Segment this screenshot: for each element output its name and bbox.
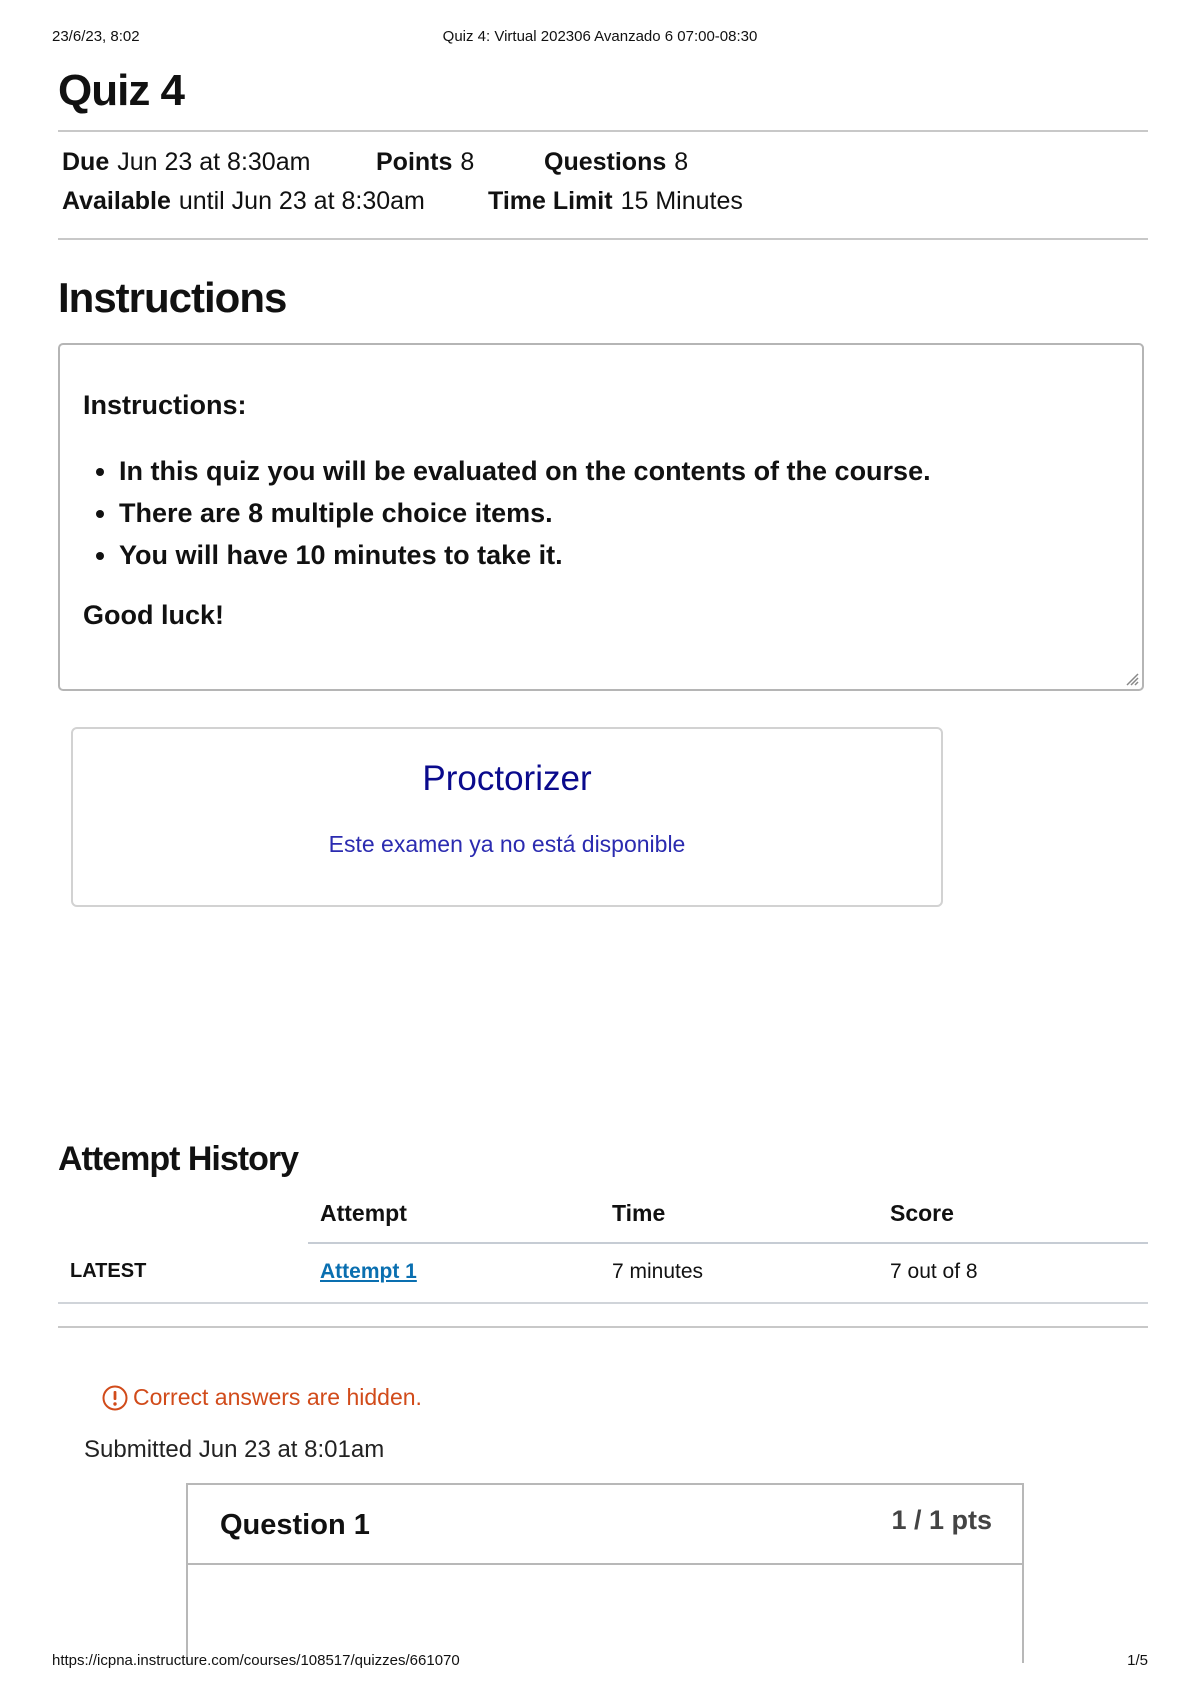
- submitted-timestamp: Submitted Jun 23 at 8:01am: [84, 1436, 385, 1463]
- column-header-time: Time: [612, 1200, 666, 1226]
- attempt-link[interactable]: Attempt 1: [320, 1260, 417, 1283]
- due-field: [62, 148, 310, 177]
- proctorizer-box: [71, 727, 943, 907]
- available-label: Available: [62, 187, 171, 215]
- due-value: Jun 23 at 8:30am: [117, 148, 311, 176]
- instructions-closing: Good luck!: [83, 600, 224, 630]
- proctorizer-message: Este examen ya no está disponible: [328, 831, 686, 857]
- attempt-score: 7 out of 8: [890, 1260, 978, 1283]
- quiz-content: [58, 60, 1148, 1541]
- divider: [58, 1326, 1148, 1328]
- correct-answers-hidden-notice: [102, 1384, 422, 1411]
- questions-field: [544, 148, 688, 177]
- instructions-list: [83, 450, 931, 576]
- resize-handle-icon[interactable]: [1125, 672, 1139, 686]
- questions-label: Questions: [544, 148, 667, 176]
- time-limit-label: Time Limit: [488, 187, 613, 215]
- latest-label: LATEST: [70, 1260, 147, 1282]
- time-limit-field: [488, 187, 743, 216]
- proctorizer-title: Proctorizer: [422, 759, 592, 798]
- header-divider: [308, 1242, 1148, 1244]
- quiz-meta: [58, 132, 1148, 238]
- row-divider: [58, 1302, 1148, 1304]
- hidden-note-text: Correct answers are hidden.: [133, 1384, 422, 1410]
- warning-icon: [102, 1385, 128, 1411]
- print-doc-title: Quiz 4: Virtual 202306 Avanzado 6 07:00-08:30: [442, 28, 758, 45]
- points-value: 8: [460, 148, 475, 176]
- column-header-score: Score: [890, 1200, 954, 1226]
- question-points: 1 / 1 pts: [891, 1505, 992, 1535]
- list-item: • You will have 10 minutes to take it.: [119, 534, 931, 576]
- instructions-heading: Instructions:: [83, 390, 247, 420]
- print-footer: [52, 1652, 1148, 1672]
- list-item: • In this quiz you will be evaluated on the contents of the course.: [119, 450, 931, 492]
- due-label: Due: [62, 148, 110, 176]
- question-card: [186, 1483, 1024, 1663]
- attempt-time: 7 minutes: [612, 1260, 704, 1283]
- list-item: • There are 8 multiple choice items.: [119, 492, 931, 534]
- time-limit-value: 15 Minutes: [620, 187, 743, 215]
- points-label: Points: [376, 148, 453, 176]
- print-header: [52, 28, 1148, 48]
- divider: [58, 238, 1148, 240]
- instructions-box[interactable]: [58, 343, 1144, 691]
- available-value: until Jun 23 at 8:30am: [178, 187, 425, 215]
- print-page-number: 1/5: [1127, 1652, 1148, 1669]
- instructions-section-title: Instructions: [58, 274, 287, 321]
- page-title: Quiz 4: [58, 66, 185, 115]
- available-field: [62, 187, 425, 216]
- print-url: https://icpna.instructure.com/courses/108517/quizzes/661070: [52, 1652, 460, 1669]
- print-date: 23/6/23, 8:02: [52, 28, 140, 45]
- questions-value: 8: [674, 148, 689, 176]
- question-title: Question 1: [220, 1509, 370, 1541]
- attempt-history-title: Attempt History: [58, 1140, 299, 1178]
- question-header: [188, 1485, 1022, 1565]
- column-header-attempt: Attempt: [320, 1200, 407, 1226]
- points-field: [376, 148, 474, 177]
